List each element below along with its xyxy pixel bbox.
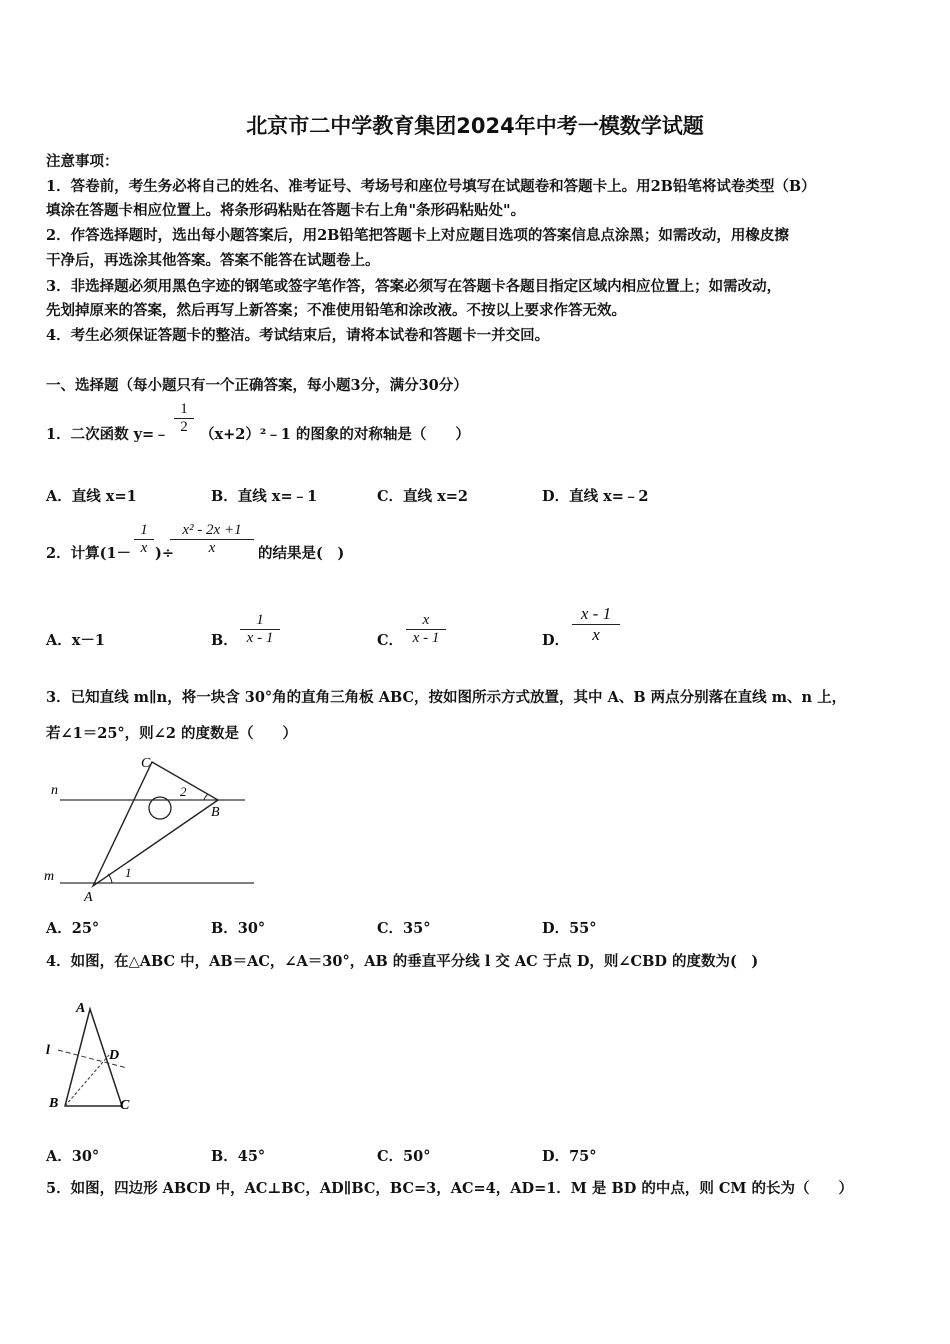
q2-mid: )÷: [155, 545, 175, 562]
q3-option-b[interactable]: B．30°: [211, 920, 266, 937]
label-b: B: [211, 805, 220, 820]
q2-fraction-1: [134, 522, 154, 557]
notice-item-2-line-2: 干净后，再选涂其他答案。答案不能答在试题卷上。: [46, 252, 380, 269]
label-n: n: [51, 783, 58, 798]
q1-frac-den: 2: [174, 418, 194, 436]
label-b: B: [49, 1096, 59, 1111]
q2-optb-den: x - 1: [240, 629, 280, 647]
q2-option-b-fraction[interactable]: [240, 612, 280, 647]
q2-optc-den: x - 1: [406, 629, 446, 647]
q2-f2-num: x² - 2x +1: [182, 522, 242, 538]
angle-2-arc: [204, 794, 208, 800]
q2-option-d-label[interactable]: D．: [542, 632, 570, 649]
q2-option-b-label[interactable]: B．: [211, 632, 238, 649]
q3-line-2: 若∠1＝25°，则∠2 的度数是（ ）: [46, 725, 297, 742]
page-title: 北京市二中学教育集团2024年中考一模数学试题: [246, 114, 704, 138]
q2-option-c-label[interactable]: C．: [377, 632, 404, 649]
label-l: l: [46, 1043, 50, 1058]
label-a: A: [76, 1001, 86, 1016]
q3-line-1: 3．已知直线 m∥n，将一块含 30°角的直角三角板 ABC，按如图所示方式放置，其中 A、B 两点分别落在直线 m、n 上，: [46, 689, 847, 706]
notice-heading: 注意事项：: [46, 153, 119, 170]
q4-option-d[interactable]: D．75°: [542, 1148, 597, 1165]
q1-option-d[interactable]: D．直线 x=﹣2: [542, 488, 649, 505]
q4-figure: [40, 995, 150, 1120]
label-c: C: [120, 1098, 130, 1113]
q1-option-c[interactable]: C．直线 x=2: [377, 488, 468, 505]
q2-prefix: 2．计算(1－: [46, 545, 132, 562]
q5-line-1: 5．如图，四边形 ABCD 中，AC⊥BC，AD∥BC，BC=3，AC=4，AD=1．M 是 BD 的中点，则 CM 的长为（ ）: [46, 1180, 854, 1197]
notice-item-1-line-2: 填涂在答题卡相应位置上。将条形码粘贴在答题卡右上角"条形码粘贴处"。: [46, 202, 526, 219]
q2-optb-num: 1: [256, 612, 264, 628]
q4-option-b[interactable]: B．45°: [211, 1148, 266, 1165]
q1-option-b[interactable]: B．直线 x=﹣1: [211, 488, 318, 505]
q1-prefix: 1．二次函数 y=﹣: [46, 426, 169, 443]
q1-fraction: [174, 401, 194, 436]
q4-option-a[interactable]: A．30°: [46, 1148, 100, 1165]
notice-item-3-line-1: 3．非选择题必须用黑色字迹的钢笔或签字笔作答，答案必须写在答题卡各题目指定区域内相应位置上；如需改动，: [46, 278, 782, 295]
q3-figure: [40, 752, 260, 907]
q3-option-a[interactable]: A．25°: [46, 920, 100, 937]
q3-option-c[interactable]: C．35°: [377, 920, 431, 937]
q2-f2-den: x: [170, 539, 254, 557]
q1-suffix: （x+2）²﹣1 的图象的对称轴是（ ）: [200, 426, 470, 443]
q2-suffix: 的结果是( ): [258, 545, 345, 562]
q2-optc-num: x: [422, 612, 430, 628]
label-angle-2: 2: [180, 784, 187, 799]
q4-line-1: 4．如图，在△ABC 中，AB＝AC，∠A＝30°，AB 的垂直平分线 l 交 AC 于点 D，则∠CBD 的度数为( ): [46, 953, 759, 970]
q2-optd-den: x: [572, 624, 620, 645]
notice-item-2-line-1: 2．作答选择题时，选出每小题答案后，用2B铅笔把答题卡上对应题目选项的答案信息点涂黑；如需改动，用橡皮擦: [46, 227, 789, 244]
notice-item-3-line-2: 先划掉原来的答案，然后再写上新答案；不准使用铅笔和涂改液。不按以上要求作答无效。: [46, 302, 626, 319]
q1-frac-num: 1: [180, 401, 188, 417]
q2-fraction-2: [170, 522, 254, 557]
q2-f1-num: 1: [140, 522, 148, 538]
q2-option-d-fraction[interactable]: [572, 604, 620, 645]
q2-f1-den: x: [134, 539, 154, 557]
label-m: m: [44, 869, 55, 884]
label-d: D: [109, 1048, 120, 1063]
q2-option-a[interactable]: A．x－1: [46, 632, 105, 649]
label-c: C: [141, 756, 151, 771]
section-heading: 一、选择题（每小题只有一个正确答案，每小题3分，满分30分）: [46, 377, 468, 394]
notice-item-1-line-1: 1．答卷前，考生务必将自己的姓名、准考证号、考场号和座位号填写在试题卷和答题卡上。用2B铅笔将试卷类型（B）: [46, 178, 816, 195]
q4-option-c[interactable]: C．50°: [377, 1148, 431, 1165]
notice-item-4: 4．考生必须保证答题卡的整洁。考试结束后，请将本试卷和答题卡一并交回。: [46, 327, 550, 344]
label-a: A: [84, 890, 93, 905]
q3-option-d[interactable]: D．55°: [542, 920, 597, 937]
label-angle-1: 1: [125, 865, 132, 880]
q1-option-a[interactable]: A．直线 x=1: [46, 488, 137, 505]
angle-1-arc: [108, 874, 112, 883]
q2-optd-num: x - 1: [580, 604, 612, 623]
triangle-abc: [93, 762, 218, 886]
q2-option-c-fraction[interactable]: [406, 612, 446, 647]
